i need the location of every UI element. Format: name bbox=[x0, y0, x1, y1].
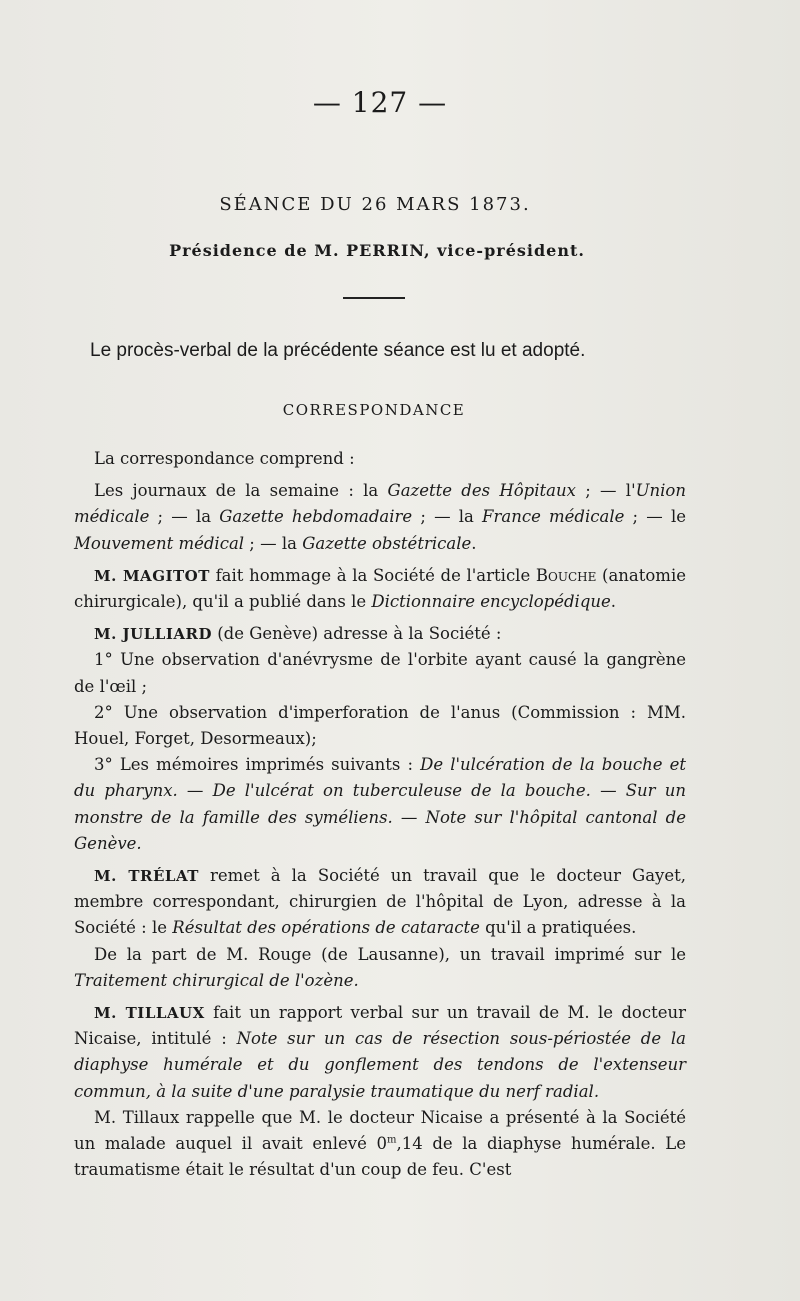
paragraph-tillaux-rappel bbox=[74, 1105, 686, 1184]
paragraph-journaux bbox=[74, 478, 686, 557]
paragraph-item-2: 2° Une observation d'imperforation de l'anus (Commission : MM. Houel, Forget, Desormeaux); bbox=[74, 702, 686, 749]
text-run: fait hommage à la Société de l'article bbox=[209, 565, 536, 585]
journal-title: Gazette obstétricale bbox=[302, 533, 472, 553]
text-run: fait un rapport verbal sur un travail de M. le docteur Nicaise, intitulé : bbox=[74, 1003, 686, 1049]
text-run: (anatomie chirurgicale), qu'il a publié dans le bbox=[74, 565, 686, 612]
paragraph-item-3 bbox=[74, 752, 686, 857]
text-run: . bbox=[471, 533, 477, 553]
speaker-name: M. TRÉLAT bbox=[94, 867, 199, 886]
paragraph-rouge bbox=[74, 942, 686, 994]
paragraph-correspondance: La correspondance comprend : bbox=[94, 449, 355, 468]
body-text bbox=[74, 446, 686, 1183]
page-number: — 127 — bbox=[312, 86, 448, 119]
work-title: Résultat des opérations de cataracte bbox=[172, 918, 480, 938]
separator-rule bbox=[343, 297, 405, 299]
text-run: . bbox=[610, 592, 617, 612]
memoir-titles: De l'ulcération de la bouche et du pharynx. — De l'ulcérat on tuberculeuse de la bouche. — Sur un monstre de la famille des syméliens. — Note sur l'hôpital cantonal de Genève. bbox=[74, 755, 686, 853]
section-title: CORRESPONDANCE bbox=[282, 401, 466, 419]
journal-title: Union médicale bbox=[74, 481, 686, 527]
text-run: De la part de M. Rouge (de Lausanne), un travail imprimé sur le bbox=[94, 944, 686, 964]
article-title: Bouche bbox=[535, 565, 597, 585]
paragraph-trelat bbox=[74, 863, 686, 942]
speaker-name: M. TILLAUX bbox=[94, 1004, 205, 1023]
text-run: ; — la bbox=[412, 507, 483, 527]
text-run: 3° Les mémoires imprimés suivants : bbox=[94, 755, 421, 775]
journal-title: Gazette hebdomadaire bbox=[219, 507, 413, 527]
paragraph-julliard bbox=[74, 621, 686, 647]
text-run: ; — l' bbox=[575, 481, 636, 501]
paragraph-tillaux bbox=[74, 1000, 686, 1105]
work-title: Note sur un cas de résection sous-périostée de la diaphyse humérale et du gonflement des tendons de l'extenseur commun, à la suite d'une paralysie traumatique du nerf radial. bbox=[74, 1029, 686, 1101]
text-run: ; — la bbox=[149, 507, 220, 527]
paragraph-magitot bbox=[74, 563, 686, 615]
journal-title: Gazette des Hôpitaux bbox=[387, 481, 576, 501]
journal-title: France médicale bbox=[482, 507, 625, 527]
text-run: ; — le bbox=[624, 507, 687, 527]
paragraph-item-1: 1° Une observation d'anévrysme de l'orbite ayant causé la gangrène de l'œil ; bbox=[74, 650, 686, 696]
text-run: Les journaux de la semaine : la bbox=[94, 481, 388, 501]
text-run: ; — la bbox=[244, 533, 303, 553]
publication-title: Dictionnaire encyclopédique bbox=[371, 592, 611, 612]
text-run: (de Genève) adresse à la Société : bbox=[211, 624, 502, 644]
speaker-name: M. MAGITOT bbox=[94, 566, 210, 585]
text-run: ,14 de la diaphyse humérale. Le traumatisme était le résultat d'un coup de feu. C'est bbox=[74, 1134, 686, 1180]
proces-verbal-line: Le procès-verbal de la précédente séance est lu et adopté. bbox=[90, 340, 586, 361]
speaker-name: M. JULLIARD bbox=[94, 625, 212, 644]
text-run: remet à la Société un travail que le docteur Gayet, membre correspondant, chirurgien de l'hôpital de Lyon, adresse à la Société : le bbox=[74, 866, 687, 938]
text-run: qu'il a pratiquées. bbox=[479, 918, 637, 938]
presidence-line: Présidence de M. PERRIN, vice-président. bbox=[169, 241, 585, 260]
seance-title: SÉANCE DU 26 MARS 1873. bbox=[219, 194, 531, 215]
work-title: Traitement chirurgical de l'ozène. bbox=[74, 970, 359, 990]
text-run: M. Tillaux rappelle que M. le docteur Nicaise a présenté à la Société un malade auquel il avait enlevé 0 bbox=[74, 1107, 686, 1154]
unit-superscript: m bbox=[386, 1134, 397, 1146]
journal-title: Mouvement médical bbox=[74, 533, 245, 553]
